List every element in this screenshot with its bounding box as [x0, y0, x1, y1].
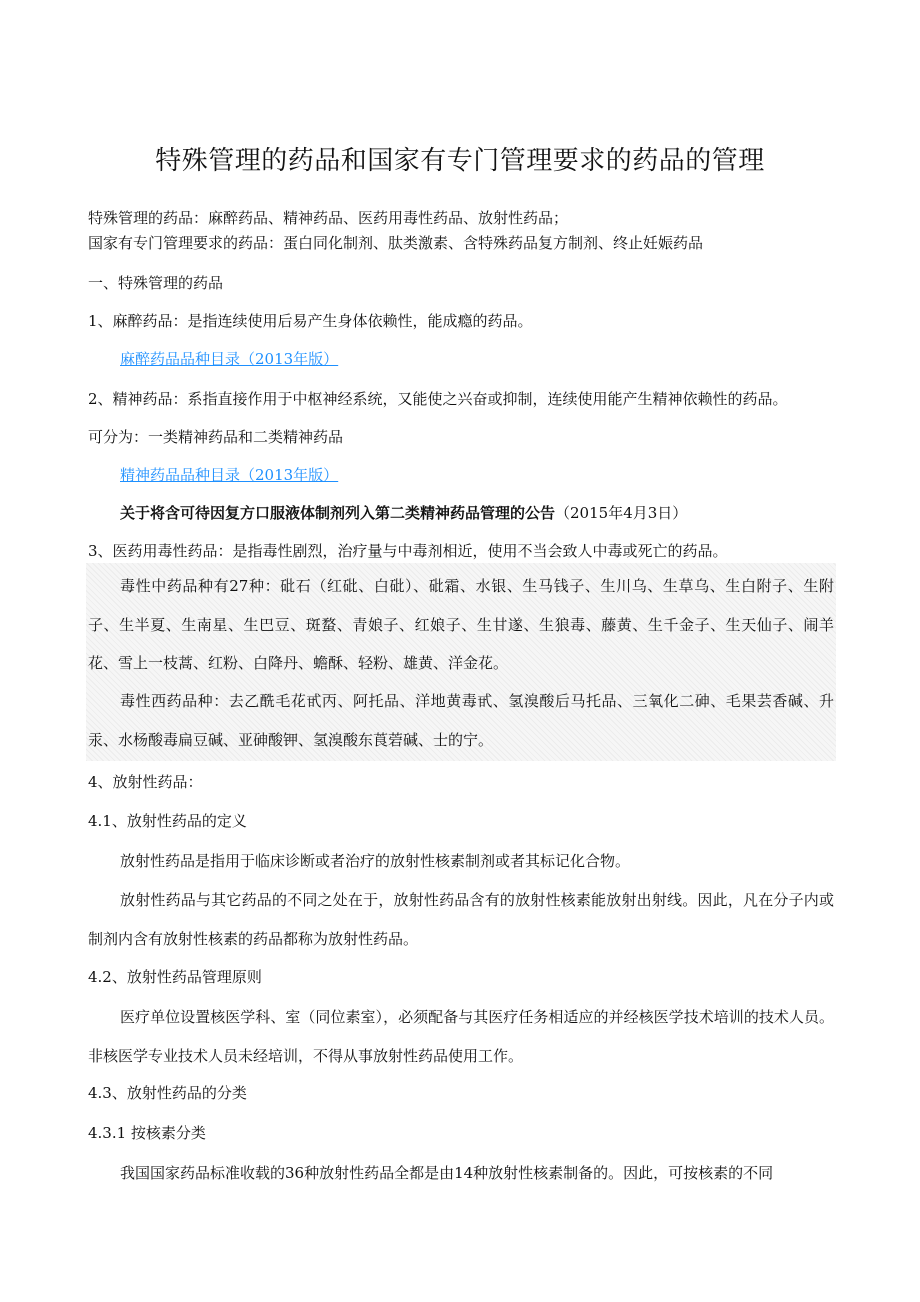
- intro-line-regulated-drugs: 国家有专门管理要求的药品：蛋白同化制剂、肽类激素、含特殊药品复方制剂、终止妊娠药品: [88, 234, 704, 252]
- tcm-toxic-drug-list: 毒性中药品种有27种：砒石（红砒、白砒）、砒霜、水银、生马钱子、生川乌、生草乌、生白附子、生附子、生半夏、生南星、生巴豆、斑蝥、青娘子、红娘子、生甘遂、生狼毒、藤黄、生千金子、生天仙子、闹羊花、雪上一枝蒿、红粉、白降丹、蟾酥、轻粉、雄黄、洋金花。: [88, 577, 834, 672]
- intro-line-special-drugs: 特殊管理的药品：麻醉药品、精神药品、医药用毒性药品、放射性药品；: [88, 209, 569, 227]
- notice-heading: [120, 503, 834, 523]
- subheading-classification: 4.3、放射性药品的分类: [88, 1084, 247, 1102]
- subheading-by-nuclide: 4.3.1 按核素分类: [88, 1124, 206, 1142]
- item-psychotropic-drugs: 2、精神药品：系指直接作用于中枢神经系统，又能使之兴奋或抑制，连续使用能产生精神依赖性的药品。: [88, 390, 788, 408]
- notice-date: （2015年4月3日）: [555, 504, 688, 522]
- definition-paragraph-1: 放射性药品是指用于临床诊断或者治疗的放射性核素制剂或者其标记化合物。: [120, 852, 631, 870]
- classification-paragraph: 我国国家药品标准收载的36种放射性药品全都是由14种放射性核素制备的。因此，可按核素的不同: [120, 1164, 774, 1182]
- management-principle-paragraph: 医疗单位设置核医学科、室（同位素室），必须配备与其医疗任务相适应的并经核医学技术培训的技术人员。非核医学专业技术人员未经培训，不得从事放射性药品使用工作。: [88, 1008, 834, 1065]
- subheading-management-principle: 4.2、放射性药品管理原则: [88, 968, 262, 986]
- item-narcotic-drugs: 1、麻醉药品：是指连续使用后易产生身体依赖性，能成瘾的药品。: [88, 312, 533, 330]
- item-psychotropic-classes: 可分为：一类精神药品和二类精神药品: [88, 428, 344, 446]
- document-title: 特殊管理的药品和国家有专门管理要求的药品的管理: [155, 146, 765, 176]
- definition-paragraph-2: 放射性药品与其它药品的不同之处在于，放射性药品含有的放射性核素能放射出射线。因此，凡在分子内或制剂内含有放射性核素的药品都称为放射性药品。: [88, 891, 834, 948]
- notice-title: 关于将含可待因复方口服液体制剂列入第二类精神药品管理的公告: [120, 504, 556, 522]
- item-toxic-drugs: 3、医药用毒性药品：是指毒性剧烈，治疗量与中毒剂相近，使用不当会致人中毒或死亡的药品。: [88, 542, 728, 560]
- item-radioactive-drugs: 4、放射性药品：: [88, 773, 203, 791]
- section-heading-1: 一、特殊管理的药品: [88, 274, 224, 292]
- link-psychotropic-catalog[interactable]: 精神药品品种目录（2013年版）: [120, 466, 339, 484]
- western-toxic-drug-list: 毒性西药品种：去乙酰毛花甙丙、阿托品、洋地黄毒甙、氢溴酸后马托品、三氧化二砷、毛果芸香碱、升汞、水杨酸毒扁豆碱、亚砷酸钾、氢溴酸东莨菪碱、士的宁。: [88, 692, 834, 749]
- subheading-definition: 4.1、放射性药品的定义: [88, 812, 247, 830]
- link-narcotic-catalog[interactable]: 麻醉药品品种目录（2013年版）: [120, 350, 339, 368]
